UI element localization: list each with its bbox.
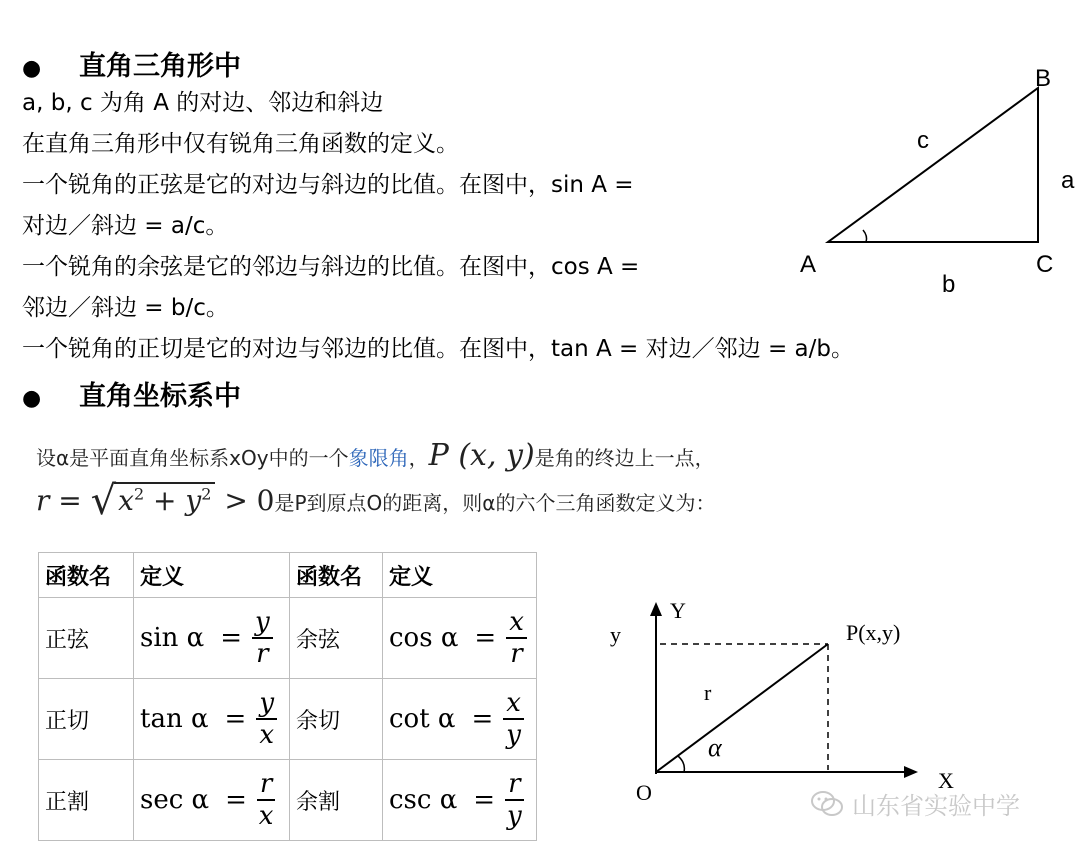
x-axis-arrow-icon bbox=[904, 766, 918, 778]
text-line: 一个锐角的正弦是它的对边与斜边的比值。在图中，sin A = bbox=[22, 172, 634, 198]
equals-sign: = bbox=[225, 785, 247, 815]
function-name-cell: 正切 bbox=[39, 679, 134, 760]
formula-gt: > 0 bbox=[215, 484, 275, 517]
table-row bbox=[39, 760, 537, 841]
table-row bbox=[39, 598, 537, 679]
equals-sign: = bbox=[224, 704, 247, 734]
text-line: 对边／斜边 = a/c。 bbox=[22, 213, 229, 239]
bullet-icon: ● bbox=[22, 56, 42, 81]
quadrant-angle-link[interactable]: 象限角 bbox=[348, 446, 409, 470]
coordinate-diagram bbox=[600, 596, 980, 816]
intro-text: ， bbox=[408, 446, 429, 470]
text-line: 邻边／斜边 = b/c。 bbox=[22, 295, 229, 321]
origin-label-O: O bbox=[636, 780, 652, 805]
function-label: sec α bbox=[140, 785, 210, 815]
y-axis-arrow-icon bbox=[650, 602, 662, 616]
text-line: 在直角三角形中仅有锐角三角函数的定义。 bbox=[22, 131, 459, 157]
function-name-cell: 余割 bbox=[290, 760, 383, 841]
formula-plus: + bbox=[144, 484, 186, 517]
intro-line-1 bbox=[36, 438, 715, 473]
wechat-icon bbox=[810, 790, 844, 818]
header-cell: 函数名 bbox=[39, 553, 134, 598]
function-label: cot α bbox=[389, 704, 456, 734]
side-label-a: a bbox=[1061, 167, 1075, 194]
table-header-row bbox=[39, 553, 537, 598]
section-title: 直角三角形中 bbox=[79, 51, 241, 82]
denominator: x bbox=[258, 801, 274, 831]
bullet-icon: ● bbox=[22, 386, 42, 411]
exponent: 2 bbox=[133, 484, 145, 504]
function-label: tan α bbox=[140, 704, 209, 734]
header-cell: 定义 bbox=[134, 553, 290, 598]
equals-sign: = bbox=[220, 623, 243, 653]
numerator: r bbox=[257, 769, 275, 801]
angle-arc bbox=[678, 756, 684, 772]
definition-cell bbox=[383, 679, 537, 760]
equals-sign: = bbox=[474, 623, 497, 653]
radius-label-r: r bbox=[704, 680, 712, 705]
fraction bbox=[257, 769, 275, 831]
axis-label-X: X bbox=[938, 768, 954, 793]
function-name-cell: 正弦 bbox=[39, 598, 134, 679]
watermark-text: 山东省实验中学 bbox=[852, 792, 1020, 820]
radius-formula bbox=[36, 478, 275, 524]
vertex-label-B: B bbox=[1035, 65, 1052, 92]
denominator: y bbox=[506, 720, 521, 750]
text-line: a, b, c 为角 A 的对边、邻边和斜边 bbox=[22, 90, 384, 116]
intro-text: 是P到原点O的距离，则α的六个三角函数定义为： bbox=[274, 491, 716, 515]
side-label-c: c bbox=[917, 127, 929, 154]
fraction bbox=[256, 688, 277, 750]
header-cell: 函数名 bbox=[290, 553, 383, 598]
definition-cell bbox=[134, 598, 290, 679]
sqrt-icon: √ bbox=[90, 478, 117, 524]
numerator: x bbox=[506, 607, 527, 639]
definition-cell bbox=[134, 679, 290, 760]
watermark bbox=[810, 786, 1020, 821]
function-label: cos α bbox=[389, 623, 459, 653]
intro-text: 设α是平面直角坐标系xOy中的一个 bbox=[36, 446, 349, 470]
definition-cell bbox=[134, 760, 290, 841]
formula-x: x bbox=[118, 484, 134, 517]
sqrt-body bbox=[114, 482, 215, 517]
table-row bbox=[39, 679, 537, 760]
intro-line-2 bbox=[36, 478, 716, 524]
trig-definition-table bbox=[38, 552, 537, 841]
function-name-cell: 余弦 bbox=[290, 598, 383, 679]
angle-label-alpha: α bbox=[708, 733, 722, 762]
intro-text: 是角的终边上一点， bbox=[534, 446, 715, 470]
formula-y: y bbox=[185, 484, 202, 517]
vertex-label-A: A bbox=[800, 251, 817, 278]
formula-r: r bbox=[36, 484, 50, 517]
header-cell: 定义 bbox=[383, 553, 537, 598]
angle-arc bbox=[863, 230, 867, 242]
point-p-math: P (x, y) bbox=[428, 438, 535, 473]
coordinate-label-y: y bbox=[610, 622, 621, 647]
function-label: sin α bbox=[140, 623, 205, 653]
radius-line bbox=[656, 644, 828, 772]
equals-sign: = bbox=[471, 704, 494, 734]
numerator: y bbox=[256, 688, 277, 720]
equals-sign: = bbox=[473, 785, 496, 815]
denominator: r bbox=[256, 639, 269, 669]
point-label-P: P(x,y) bbox=[846, 620, 901, 645]
vertex-label-C: C bbox=[1036, 251, 1054, 278]
formula-eq: = bbox=[49, 484, 91, 517]
triangle-shape bbox=[828, 88, 1038, 242]
numerator: x bbox=[503, 688, 524, 720]
axis-label-Y: Y bbox=[670, 598, 686, 623]
numerator: y bbox=[252, 607, 273, 639]
function-label: csc α bbox=[389, 785, 458, 815]
fraction bbox=[505, 769, 523, 831]
right-triangle-diagram bbox=[780, 50, 1080, 310]
definition-cell bbox=[383, 598, 537, 679]
function-name-cell: 正割 bbox=[39, 760, 134, 841]
definition-cell bbox=[383, 760, 537, 841]
fraction bbox=[506, 607, 527, 669]
text-line: 一个锐角的余弦是它的邻边与斜边的比值。在图中，cos A = bbox=[22, 254, 640, 280]
function-name-cell: 余切 bbox=[290, 679, 383, 760]
denominator: x bbox=[259, 720, 275, 750]
denominator: y bbox=[506, 801, 522, 831]
fraction bbox=[252, 607, 273, 669]
text-line: 一个锐角的正切是它的对边与邻边的比值。在图中，tan A = 对边／邻边 = a/b。 bbox=[22, 336, 854, 362]
side-label-b: b bbox=[942, 271, 956, 298]
denominator: r bbox=[510, 639, 523, 669]
exponent: 2 bbox=[201, 484, 212, 504]
numerator: r bbox=[505, 769, 523, 801]
section-heading-right-triangle bbox=[22, 44, 241, 83]
fraction bbox=[503, 688, 524, 750]
section-title: 直角坐标系中 bbox=[79, 381, 241, 412]
section-heading-coordinate bbox=[22, 374, 241, 413]
